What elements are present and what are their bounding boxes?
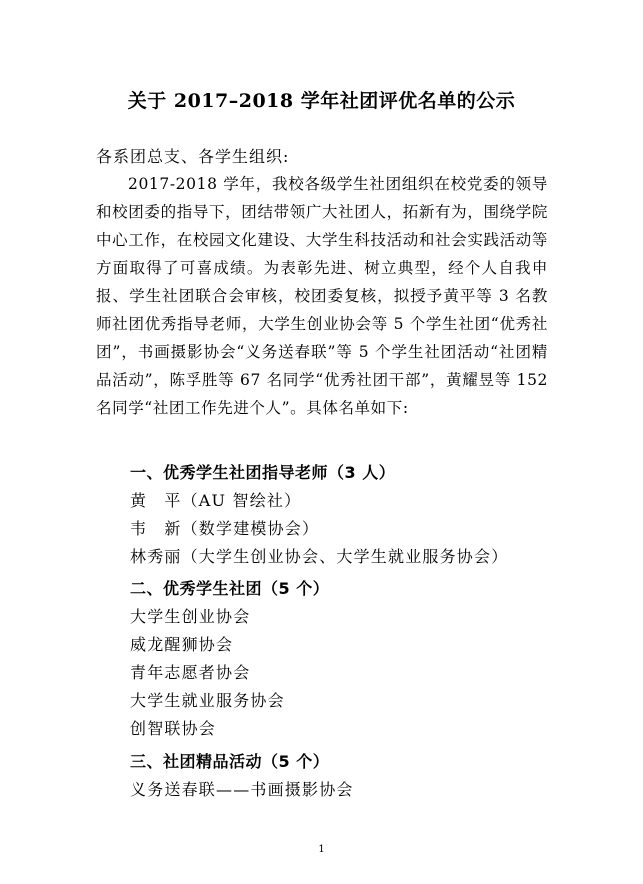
section-excellent-clubs xyxy=(130,575,560,743)
list-item: 大学生创业协会 xyxy=(130,607,251,626)
document-title: 关于 2017–2018 学年社团评优名单的公示 xyxy=(127,90,516,112)
section-instructors xyxy=(130,459,560,571)
list-item: 林秀丽（大学生创业协会、大学生就业服务协会） xyxy=(130,547,509,566)
list-item: 韦 新（数学建模协会） xyxy=(130,519,320,538)
list-item: 义务送春联——书画摄影协会 xyxy=(130,780,354,799)
list-item: 大学生就业服务协会 xyxy=(130,691,285,710)
section-heading-instructors: 一、优秀学生社团指导老师（3 人） xyxy=(130,463,396,482)
section-heading-excellent-clubs: 二、优秀学生社团（5 个） xyxy=(130,579,330,598)
list-item: 黄 平（AU 智绘社） xyxy=(130,491,302,510)
section-heading-featured-activities: 三、社团精品活动（5 个） xyxy=(130,752,330,771)
list-item: 威龙醒狮协会 xyxy=(130,635,234,654)
page-number: 1 xyxy=(318,844,325,855)
section-featured-activities xyxy=(130,748,560,804)
salutation: 各系团总支、各学生组织: xyxy=(96,147,290,166)
body-paragraph: 2017-2018 学年，我校各级学生社团组织在校党委的领导和校团委的指导下，团结带领广大社团人，拓新有为，围绕学院中心工作，在校园文化建设、大学生科技活动和社会实践活动等方面取得了可喜成绩。为表彰先进、树立典型，经个人自我申报、学生社团联合会审核，校团委复核，拟授予黄平等 3 名教师社团优秀指导老师，大学生创业协会等 5 个学生社团“优秀社团”，书画摄影协会“义务送春联”等 5 个学生社团活动“社团精品活动”，陈孚胜等 67 名同学“优秀社团干部”，黄耀昱等 152 名同学“社团工作先进个人”。具体名单如下: xyxy=(96,175,548,417)
list-item: 青年志愿者协会 xyxy=(130,663,251,682)
list-item: 创智联协会 xyxy=(130,719,217,738)
